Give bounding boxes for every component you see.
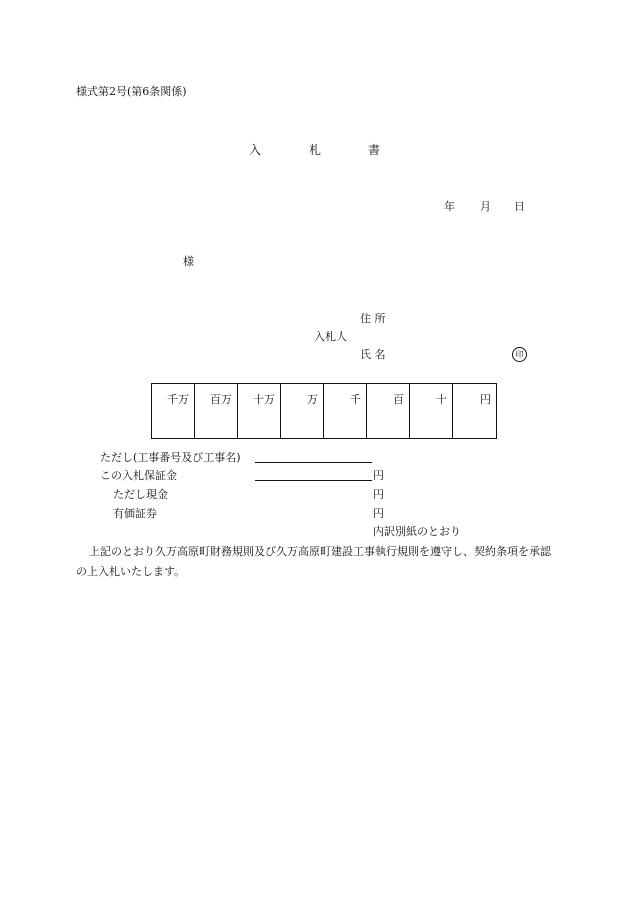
- amount-cell-ten-thousand[interactable]: [281, 384, 324, 438]
- amount-cell-ten-million[interactable]: [152, 384, 195, 438]
- unit-label: 百: [393, 393, 404, 406]
- unit-label: 千万: [167, 393, 189, 406]
- amount-cell-yen[interactable]: [453, 384, 496, 438]
- title-char-3: 書: [368, 143, 381, 157]
- amount-cell-hundred[interactable]: [367, 384, 410, 438]
- title-char-2: 札: [309, 143, 322, 157]
- statement-paragraph: 上記のとおり久万高原町財務規則及び久万高原町建設工事執行規則を遵守し、契約条項を承認の上入札いたします。: [76, 545, 551, 578]
- amount-cell-ten[interactable]: [410, 384, 453, 438]
- proviso-label: ただし(工事番号及び工事名): [100, 451, 241, 464]
- seal-icon: 印: [512, 347, 527, 362]
- securities-label: 有価証券: [113, 507, 157, 520]
- name-label: 氏 名: [360, 348, 386, 361]
- bidder-label: 入札人: [314, 330, 347, 343]
- cash-unit: 円: [373, 488, 384, 501]
- title-char-1: 入: [249, 143, 262, 157]
- amount-cell-thousand[interactable]: [324, 384, 367, 438]
- form-number: 様式第2号(第6条関係): [76, 85, 187, 98]
- deposit-unit: 円: [373, 469, 384, 482]
- amount-cell-hundred-thousand[interactable]: [238, 384, 281, 438]
- breakdown-note: 内訳別紙のとおり: [373, 525, 461, 538]
- deposit-field[interactable]: [255, 480, 372, 481]
- securities-unit: 円: [373, 507, 384, 520]
- date-month-label: 月: [480, 200, 491, 213]
- amount-table: [151, 383, 497, 439]
- address-label: 住 所: [360, 312, 386, 325]
- proviso-field[interactable]: [255, 462, 372, 463]
- date-year-label: 年: [444, 200, 455, 213]
- date-day-label: 日: [514, 200, 525, 213]
- unit-label: 円: [480, 393, 491, 406]
- addressee-honorific: 様: [183, 255, 194, 268]
- unit-label: 万: [307, 393, 318, 406]
- unit-label: 千: [350, 393, 361, 406]
- unit-label: 十: [436, 393, 447, 406]
- cash-label: ただし現金: [113, 488, 168, 501]
- unit-label: 十万: [253, 393, 275, 406]
- unit-label: 百万: [210, 393, 232, 406]
- amount-cell-million[interactable]: [195, 384, 238, 438]
- deposit-label: この入札保証金: [100, 469, 177, 482]
